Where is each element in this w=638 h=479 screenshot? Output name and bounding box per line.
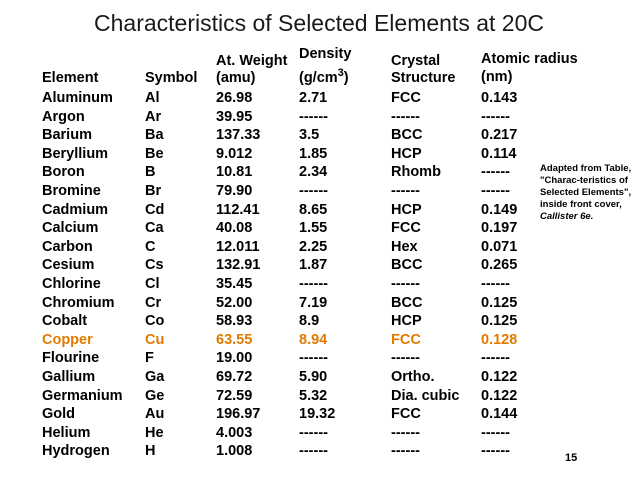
cell-weight: 63.55 bbox=[216, 331, 253, 348]
cell-element: Carbon bbox=[42, 238, 93, 255]
header-density-exponent: 3 bbox=[337, 67, 344, 79]
cell-density: 1.85 bbox=[299, 145, 328, 162]
cell-radius: 0.125 bbox=[481, 294, 518, 311]
table-row bbox=[0, 89, 560, 108]
header-density bbox=[299, 46, 351, 88]
cell-radius: ------ bbox=[481, 350, 510, 367]
cell-density: ------ bbox=[299, 350, 328, 367]
source-note-text: Adapted from Table, "Charac-teristics of Selected Elements", inside front cover, bbox=[540, 163, 632, 210]
table-row bbox=[0, 312, 560, 331]
table-row bbox=[0, 201, 560, 220]
cell-radius: 0.122 bbox=[481, 387, 518, 404]
cell-radius: ------ bbox=[481, 183, 510, 199]
cell-element: Calcium bbox=[42, 220, 99, 237]
cell-weight: 112.41 bbox=[216, 201, 260, 218]
page-number: 15 bbox=[565, 452, 578, 464]
cell-structure: ------ bbox=[391, 276, 420, 292]
cell-density: 2.71 bbox=[299, 90, 328, 106]
cell-structure: HCP bbox=[391, 313, 422, 330]
cell-element: Chromium bbox=[42, 294, 115, 311]
cell-weight: 52.00 bbox=[216, 294, 253, 311]
cell-element: Gallium bbox=[42, 369, 96, 385]
cell-radius: 0.265 bbox=[481, 257, 518, 274]
header-radius-line2: (nm) bbox=[481, 69, 513, 85]
cell-element: Barium bbox=[42, 127, 92, 144]
cell-element: Aluminum bbox=[42, 90, 113, 106]
cell-symbol: Cu bbox=[145, 331, 165, 348]
header-crystal-line2: Structure bbox=[391, 70, 456, 86]
cell-element: Cobalt bbox=[42, 313, 88, 330]
table-row bbox=[0, 275, 560, 294]
cell-element: Beryllium bbox=[42, 145, 109, 162]
header-density-line1: Density bbox=[299, 46, 352, 62]
cell-structure: HCP bbox=[391, 145, 422, 162]
cell-radius: 0.071 bbox=[481, 238, 518, 255]
table-row bbox=[0, 126, 560, 145]
cell-radius: ------ bbox=[481, 424, 510, 441]
cell-symbol: C bbox=[145, 238, 156, 255]
cell-weight: 137.33 bbox=[216, 127, 261, 144]
header-density-close: ) bbox=[343, 70, 349, 86]
cell-symbol: B bbox=[145, 164, 156, 181]
cell-density: 7.19 bbox=[299, 294, 328, 311]
cell-symbol: H bbox=[145, 443, 156, 460]
cell-weight: 12.011 bbox=[216, 238, 260, 255]
cell-structure: Dia. cubic bbox=[391, 387, 460, 404]
table-row bbox=[0, 256, 560, 275]
cell-structure: BCC bbox=[391, 257, 423, 274]
source-note bbox=[540, 163, 632, 223]
cell-density: 2.25 bbox=[299, 238, 328, 255]
cell-structure: FCC bbox=[391, 406, 421, 423]
table-row bbox=[0, 424, 560, 443]
header-crystal bbox=[391, 53, 455, 87]
header-element: Element bbox=[42, 70, 99, 86]
cell-element: Cadmium bbox=[42, 201, 109, 218]
cell-structure: ------ bbox=[391, 350, 420, 367]
cell-density: 2.34 bbox=[299, 164, 328, 181]
cell-element: Flourine bbox=[42, 350, 100, 367]
header-radius-line1: Atomic radius bbox=[481, 51, 578, 67]
cell-structure: HCP bbox=[391, 201, 422, 218]
cell-structure: FCC bbox=[391, 90, 421, 106]
cell-density: 8.65 bbox=[299, 201, 328, 218]
cell-weight: 132.91 bbox=[216, 257, 261, 274]
cell-symbol: Co bbox=[145, 313, 165, 330]
cell-symbol: Cs bbox=[145, 257, 164, 274]
cell-radius: 0.149 bbox=[481, 201, 518, 218]
cell-weight: 58.93 bbox=[216, 313, 253, 330]
cell-structure: ------ bbox=[391, 424, 420, 441]
table-row bbox=[0, 182, 560, 201]
cell-structure: ------ bbox=[391, 108, 420, 125]
cell-density: 1.87 bbox=[299, 257, 328, 274]
cell-weight: 26.98 bbox=[216, 90, 253, 106]
header-radius bbox=[481, 51, 578, 86]
cell-element: Boron bbox=[42, 164, 85, 181]
source-note-citation: Callister 6e. bbox=[540, 211, 594, 222]
cell-structure: ------ bbox=[391, 183, 420, 199]
cell-symbol: He bbox=[145, 424, 164, 441]
cell-radius: 0.125 bbox=[481, 313, 518, 330]
cell-weight: 196.97 bbox=[216, 406, 261, 423]
cell-structure: Ortho. bbox=[391, 369, 435, 385]
cell-radius: 0.114 bbox=[481, 145, 517, 162]
cell-radius: ------ bbox=[481, 108, 510, 125]
cell-symbol: Br bbox=[145, 183, 162, 199]
cell-element: Gold bbox=[42, 406, 76, 423]
table-row bbox=[0, 349, 560, 368]
cell-density: 8.94 bbox=[299, 331, 328, 348]
cell-radius: 0.217 bbox=[481, 127, 518, 144]
cell-symbol: Ar bbox=[145, 108, 162, 125]
cell-symbol: Cl bbox=[145, 276, 160, 292]
cell-structure: FCC bbox=[391, 331, 421, 348]
cell-element: Chlorine bbox=[42, 276, 101, 292]
cell-structure: Hex bbox=[391, 238, 418, 255]
cell-density: ------ bbox=[299, 443, 328, 460]
cell-weight: 19.00 bbox=[216, 350, 253, 367]
table-row bbox=[0, 405, 560, 424]
table-row bbox=[0, 145, 560, 164]
header-weight-line2: (amu) bbox=[216, 70, 256, 86]
cell-weight: 9.012 bbox=[216, 145, 253, 162]
cell-density: 1.55 bbox=[299, 220, 328, 237]
cell-symbol: Cr bbox=[145, 294, 162, 311]
cell-density: ------ bbox=[299, 183, 328, 199]
cell-element: Hydrogen bbox=[42, 443, 110, 460]
header-weight-line1: At. Weight bbox=[216, 53, 288, 69]
cell-density: 5.32 bbox=[299, 387, 328, 404]
cell-weight: 69.72 bbox=[216, 369, 253, 385]
header-density-line2 bbox=[299, 67, 351, 88]
cell-radius: 0.144 bbox=[481, 406, 518, 423]
slide-title: Characteristics of Selected Elements at 20C bbox=[94, 10, 544, 36]
cell-weight: 79.90 bbox=[216, 183, 253, 199]
cell-element: Cesium bbox=[42, 257, 95, 274]
cell-symbol: F bbox=[145, 350, 154, 367]
cell-element: Helium bbox=[42, 424, 91, 441]
cell-weight: 4.003 bbox=[216, 424, 253, 441]
cell-element: Argon bbox=[42, 108, 85, 125]
header-weight bbox=[216, 53, 287, 87]
cell-radius: ------ bbox=[481, 164, 510, 181]
cell-radius: 0.122 bbox=[481, 369, 518, 385]
table-row bbox=[0, 238, 560, 257]
cell-symbol: Ba bbox=[145, 127, 164, 144]
cell-symbol: Be bbox=[145, 145, 164, 162]
table-row bbox=[0, 368, 560, 387]
cell-weight: 10.81 bbox=[216, 164, 253, 181]
cell-radius: 0.143 bbox=[481, 90, 518, 106]
cell-element: Bromine bbox=[42, 183, 101, 199]
table-row bbox=[0, 219, 560, 238]
cell-radius: ------ bbox=[481, 443, 510, 460]
cell-density: ------ bbox=[299, 276, 328, 292]
cell-element: Copper bbox=[42, 331, 93, 348]
cell-structure: ------ bbox=[391, 443, 420, 460]
cell-symbol: Al bbox=[145, 90, 160, 106]
cell-weight: 35.45 bbox=[216, 276, 253, 292]
cell-weight: 39.95 bbox=[216, 108, 253, 125]
table-row bbox=[0, 294, 560, 313]
cell-structure: BCC bbox=[391, 294, 423, 311]
header-crystal-line1: Crystal bbox=[391, 53, 441, 69]
cell-structure: BCC bbox=[391, 127, 423, 144]
table-row bbox=[0, 442, 560, 461]
header-density-unit: (g/cm bbox=[299, 70, 338, 86]
cell-radius: ------ bbox=[481, 276, 510, 292]
cell-symbol: Au bbox=[145, 406, 165, 423]
table-row bbox=[0, 387, 560, 406]
cell-density: 19.32 bbox=[299, 406, 336, 423]
cell-symbol: Ge bbox=[145, 387, 165, 404]
cell-symbol: Cd bbox=[145, 201, 165, 218]
cell-symbol: Ga bbox=[145, 369, 165, 385]
cell-weight: 72.59 bbox=[216, 387, 253, 404]
cell-weight: 40.08 bbox=[216, 220, 253, 237]
header-symbol: Symbol bbox=[145, 70, 198, 86]
cell-structure: FCC bbox=[391, 220, 421, 237]
cell-density: 3.5 bbox=[299, 127, 320, 144]
table-row bbox=[0, 108, 560, 127]
cell-density: ------ bbox=[299, 108, 328, 125]
cell-symbol: Ca bbox=[145, 220, 164, 237]
cell-structure: Rhomb bbox=[391, 164, 441, 181]
cell-density: 5.90 bbox=[299, 369, 328, 385]
cell-density: 8.9 bbox=[299, 313, 320, 330]
cell-weight: 1.008 bbox=[216, 443, 253, 460]
cell-radius: 0.128 bbox=[481, 331, 518, 348]
cell-element: Germanium bbox=[42, 387, 123, 404]
cell-density: ------ bbox=[299, 424, 328, 441]
table-row bbox=[0, 331, 560, 350]
table-row bbox=[0, 163, 560, 182]
cell-radius: 0.197 bbox=[481, 220, 518, 237]
